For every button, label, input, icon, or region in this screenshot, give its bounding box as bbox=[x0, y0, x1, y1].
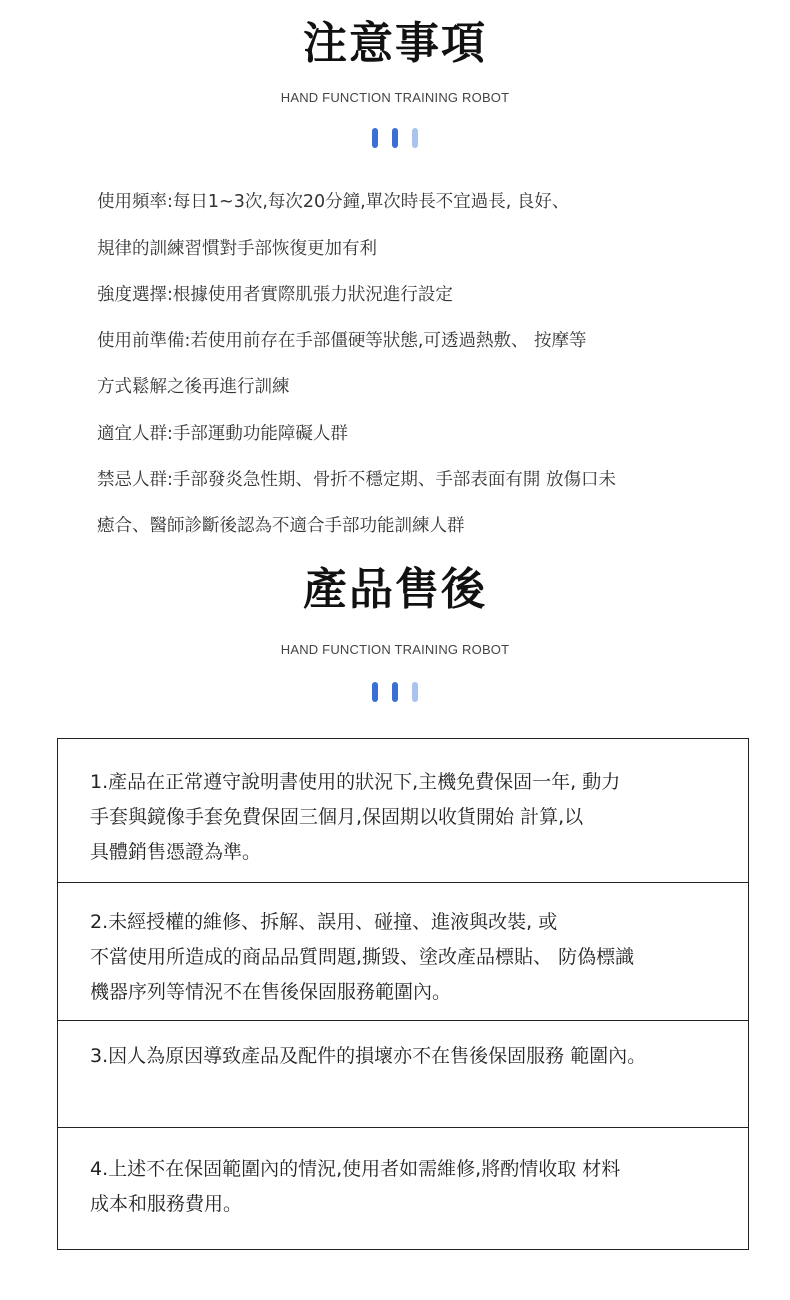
dot-icon bbox=[392, 128, 398, 148]
after-sales-decorative-dots bbox=[0, 682, 790, 702]
notes-line: 強度選擇:根據使用者實際肌張力狀況進行設定 bbox=[97, 285, 453, 305]
after-sales-item-line: 3.因人為原因導致產品及配件的損壞亦不在售後保固服務 範圍內。 bbox=[90, 1045, 647, 1067]
dot-icon bbox=[412, 682, 418, 702]
after-sales-item-line: 具體銷售憑證為準。 bbox=[90, 841, 262, 863]
after-sales-item-line: 1.產品在正常遵守說明書使用的狀況下,主機免費保固一年, 動力 bbox=[90, 771, 621, 793]
dot-icon bbox=[372, 128, 378, 148]
after-sales-item bbox=[58, 739, 748, 883]
notes-line: 規律的訓練習慣對手部恢復更加有利 bbox=[97, 239, 377, 259]
after-sales-title: 產品售後 bbox=[303, 564, 487, 615]
after-sales-item-line: 4.上述不在保固範圍內的情況,使用者如需維修,將酌情收取 材料 bbox=[90, 1158, 621, 1180]
after-sales-item-line: 手套與鏡像手套免費保固三個月,保固期以收貨開始 計算,以 bbox=[90, 806, 584, 828]
notes-line: 使用前準備:若使用前存在手部僵硬等狀態,可透過熱敷、 按摩等 bbox=[97, 331, 587, 351]
after-sales-item-line: 不當使用所造成的商品品質問題,撕毀、塗改產品標貼、 防偽標識 bbox=[90, 946, 635, 968]
notes-line: 方式鬆解之後再進行訓練 bbox=[97, 377, 290, 397]
after-sales-item bbox=[58, 1020, 748, 1127]
notes-subtitle: HAND FUNCTION TRAINING ROBOT bbox=[280, 90, 510, 105]
notes-decorative-dots bbox=[0, 128, 790, 148]
dot-icon bbox=[392, 682, 398, 702]
after-sales-item-line: 2.未經授權的維修、拆解、誤用、碰撞、進液與改裝, 或 bbox=[90, 911, 558, 933]
notes-line: 使用頻率:每日1~3次,每次20分鐘,單次時長不宜過長, 良好、 bbox=[97, 192, 570, 212]
after-sales-item-line: 機器序列等情況不在售後保固服務範圍內。 bbox=[90, 981, 452, 1003]
dot-icon bbox=[412, 128, 418, 148]
after-sales-item bbox=[58, 882, 748, 1020]
notes-title: 注意事項 bbox=[303, 18, 487, 69]
after-sales-item bbox=[58, 1127, 748, 1249]
after-sales-item-line: 成本和服務費用。 bbox=[90, 1193, 243, 1215]
notes-line: 禁忌人群:手部發炎急性期、骨折不穩定期、手部表面有開 放傷口未 bbox=[97, 470, 616, 490]
after-sales-table bbox=[57, 738, 749, 1250]
after-sales-subtitle: HAND FUNCTION TRAINING ROBOT bbox=[280, 642, 510, 657]
notes-line: 癒合、醫師診斷後認為不適合手部功能訓練人群 bbox=[97, 516, 465, 536]
notes-line: 適宜人群:手部運動功能障礙人群 bbox=[97, 424, 348, 444]
dot-icon bbox=[372, 682, 378, 702]
